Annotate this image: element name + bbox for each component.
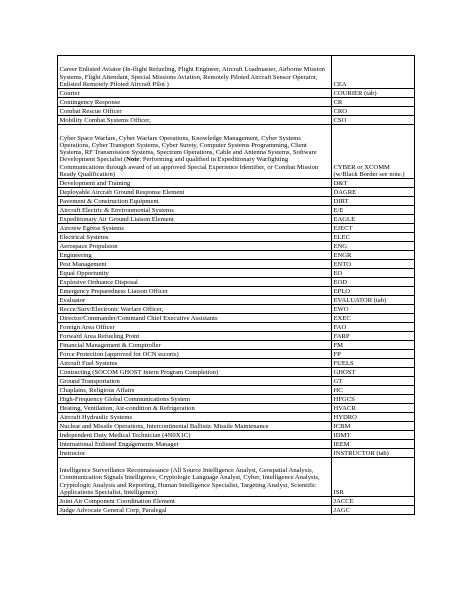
row-description: Career Enlisted Aviator (In-flight Refueling, Flight Engineer, Aircraft Loadmaster, Airborne Mission Systems, Flight Attendant, Special Missions Aviation, Remotely Piloted Aircraft Sensor Operator, Enlisted Remotely Piloted Aircraft Pilot ) bbox=[58, 56, 332, 89]
row-description: Pest Management bbox=[58, 260, 332, 269]
row-code: JACCE bbox=[332, 497, 415, 506]
row-description: International Enlisted Engagements Manager bbox=[58, 440, 332, 449]
table-row bbox=[58, 386, 415, 395]
row-code: GT bbox=[332, 377, 415, 386]
row-description: Aerospace Propulsion bbox=[58, 242, 332, 251]
row-code: DAGRE bbox=[332, 188, 415, 197]
row-code: CEA bbox=[332, 56, 415, 89]
row-description: Contracting (SOCOM GHOST Intern Program Completion) bbox=[58, 368, 332, 377]
table-row bbox=[58, 377, 415, 386]
table-row bbox=[58, 395, 415, 404]
row-code: FUELS bbox=[332, 359, 415, 368]
table-row bbox=[58, 116, 415, 125]
table-row bbox=[58, 350, 415, 359]
table-row bbox=[58, 440, 415, 449]
row-code: ICBM bbox=[332, 422, 415, 431]
table-row bbox=[58, 251, 415, 260]
row-description: Aircraft Fuel Systems bbox=[58, 359, 332, 368]
row-code: ISR bbox=[332, 458, 415, 497]
row-code: HVACR bbox=[332, 404, 415, 413]
row-description: Nuclear and Missile Operations, Intercontinental Ballistic Missile Maintenance bbox=[58, 422, 332, 431]
row-code: EWO bbox=[332, 305, 415, 314]
table-row bbox=[58, 125, 415, 179]
table-row bbox=[58, 56, 415, 89]
row-description: Expeditionary Air Ground Liaison Element bbox=[58, 215, 332, 224]
row-code: HYDRO bbox=[332, 413, 415, 422]
table-row bbox=[58, 278, 415, 287]
row-code: CR bbox=[332, 98, 415, 107]
row-description: Explosive Ordnance Disposal bbox=[58, 278, 332, 287]
row-code: CRO bbox=[332, 107, 415, 116]
table-row bbox=[58, 413, 415, 422]
row-code: ENTO bbox=[332, 260, 415, 269]
row-code: ENG bbox=[332, 242, 415, 251]
row-code: ELEC bbox=[332, 233, 415, 242]
table-row bbox=[58, 215, 415, 224]
table-row bbox=[58, 431, 415, 440]
row-code: EVALUATOR (tab) bbox=[332, 296, 415, 305]
table-row bbox=[58, 359, 415, 368]
row-description: Force Protection (approved for OCN escorts) bbox=[58, 350, 332, 359]
row-code: CSO bbox=[332, 116, 415, 125]
row-description: Judge Advocate General Corp, Paralegal bbox=[58, 506, 332, 515]
table-row bbox=[58, 233, 415, 242]
table-row bbox=[58, 305, 415, 314]
table-row bbox=[58, 506, 415, 515]
row-description: Evaluator bbox=[58, 296, 332, 305]
row-code: IEEM bbox=[332, 440, 415, 449]
row-code: E/E bbox=[332, 206, 415, 215]
row-code: JAGC bbox=[332, 506, 415, 515]
row-description: Mobility Combat Systems Officer, bbox=[58, 116, 332, 125]
row-code: EAGLE bbox=[332, 215, 415, 224]
row-code: INSTRUCTOR (tab) bbox=[332, 449, 415, 458]
table-row bbox=[58, 107, 415, 116]
row-description: Equal Opportunity bbox=[58, 269, 332, 278]
row-code: FARP bbox=[332, 332, 415, 341]
row-description: Pavement & Construction Equipment bbox=[58, 197, 332, 206]
row-description: Forward Area Refueling Point bbox=[58, 332, 332, 341]
row-code: D&T bbox=[332, 179, 415, 188]
row-description: Financial Management & Comptroller bbox=[58, 341, 332, 350]
row-code: EOD bbox=[332, 278, 415, 287]
table-row bbox=[58, 314, 415, 323]
row-code: EO bbox=[332, 269, 415, 278]
row-description: Deployable Aircraft Ground Response Element bbox=[58, 188, 332, 197]
table-row bbox=[58, 332, 415, 341]
row-description: Intelligence Surveillance Reconnaissance (All Source Intelligence Analyst, Geospatial Analysis, Communication Signals Intelligence, Cryptologic Language Analyst, Cyber, Intelligence Analysis, Cryptologic Analysis and Reporting, Human Intelligence Specialist, Targeting Analyst, Scientific Applications Specialist, Intelligence) bbox=[58, 458, 332, 497]
row-description-text: Cyber Space Warfare, Cyber Warfare Operations, Knowledge Management, Cyber Systems Operations, Cyber Transport Systems, Cyber Surety, Computer Systems Programming, Client Systems, RF Transmission Systems, Spectrum Operations, Cable and Antenna Systems, Software Development Specialist ( bbox=[59, 134, 317, 164]
row-code: HC bbox=[332, 386, 415, 395]
row-code: EPLO bbox=[332, 287, 415, 296]
table-row bbox=[58, 242, 415, 251]
row-description bbox=[58, 125, 332, 179]
row-code: EJECT bbox=[332, 224, 415, 233]
row-code: ENGR bbox=[332, 251, 415, 260]
row-description: Development and Training bbox=[58, 179, 332, 188]
table-row bbox=[58, 341, 415, 350]
table-row bbox=[58, 206, 415, 215]
row-description: Courier bbox=[58, 89, 332, 98]
table-row bbox=[58, 260, 415, 269]
row-description: Director/Commander/Command Chief Executive Assistants bbox=[58, 314, 332, 323]
row-description: Heating, Ventilation, Air-condition & Refrigeration bbox=[58, 404, 332, 413]
row-code: FP bbox=[332, 350, 415, 359]
row-description: Recce/Surv/Electronic Warfare Officer, bbox=[58, 305, 332, 314]
row-description: Instructor bbox=[58, 449, 332, 458]
table-row bbox=[58, 404, 415, 413]
row-description: Aircrew Egress Systems bbox=[58, 224, 332, 233]
row-description: Engineering bbox=[58, 251, 332, 260]
table-row bbox=[58, 287, 415, 296]
row-description: Ground Transportation bbox=[58, 377, 332, 386]
table-row bbox=[58, 449, 415, 458]
row-code: HFGCS bbox=[332, 395, 415, 404]
table-row bbox=[58, 323, 415, 332]
row-description: Contingency Response bbox=[58, 98, 332, 107]
row-code: DIRT bbox=[332, 197, 415, 206]
table-row bbox=[58, 188, 415, 197]
row-code: FAO bbox=[332, 323, 415, 332]
row-description: Chaplains, Religious Affairs bbox=[58, 386, 332, 395]
table-row bbox=[58, 224, 415, 233]
row-description: Foreign Area Officer bbox=[58, 323, 332, 332]
row-description: Independent Duty Medical Technician (4N0X1C) bbox=[58, 431, 332, 440]
row-code: CYBER or XCOMM (w/Black Border see note.) bbox=[332, 125, 415, 179]
table-row bbox=[58, 296, 415, 305]
row-description: Electrical Systems bbox=[58, 233, 332, 242]
badge-code-table bbox=[57, 55, 415, 515]
table-row bbox=[58, 197, 415, 206]
row-code: COURIER (tab) bbox=[332, 89, 415, 98]
row-description: Aircraft Hydraulic Systems bbox=[58, 413, 332, 422]
row-description: Emergency Preparedness Liaison Officer bbox=[58, 287, 332, 296]
table-row bbox=[58, 368, 415, 377]
note-label: Note bbox=[126, 156, 140, 164]
table-row bbox=[58, 179, 415, 188]
row-description: High-Frequency Global Communications System bbox=[58, 395, 332, 404]
row-description-text: : Performing and qualified in Expeditionary Warfighting Communications through award of an approved Special Experience Identifier, or Combat Mission Ready Qualification) bbox=[59, 156, 319, 178]
table-row bbox=[58, 89, 415, 98]
table-row bbox=[58, 269, 415, 278]
table-row bbox=[58, 458, 415, 497]
row-description: Aircraft Electric & Environmental Systems bbox=[58, 206, 332, 215]
row-code: FM bbox=[332, 341, 415, 350]
table-row bbox=[58, 98, 415, 107]
row-description: Combat Rescue Officer bbox=[58, 107, 332, 116]
row-code: EXEC bbox=[332, 314, 415, 323]
table-row bbox=[58, 422, 415, 431]
row-code: IDMT bbox=[332, 431, 415, 440]
row-code: GHOST bbox=[332, 368, 415, 377]
table-row bbox=[58, 497, 415, 506]
row-description: Joint Air Component Coordination Element bbox=[58, 497, 332, 506]
